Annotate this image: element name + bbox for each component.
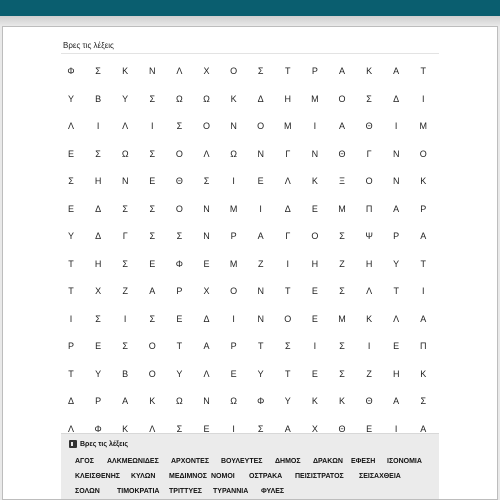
grid-letter[interactable]: Θ — [365, 121, 373, 131]
grid-letter[interactable]: Ε — [95, 341, 102, 351]
grid-letter[interactable]: Τ — [285, 66, 291, 76]
grid-letter[interactable]: Ν — [230, 121, 237, 131]
word-item: ΤΡΙΤΤΥΕΣ — [169, 488, 202, 495]
grid-letter[interactable]: Ο — [284, 313, 292, 324]
grid-letter[interactable]: Ι — [313, 341, 317, 351]
grid-letter[interactable]: Η — [311, 258, 319, 269]
grid-letter[interactable]: Δ — [393, 93, 400, 104]
grid-letter[interactable]: Ω — [230, 148, 237, 159]
word-item: ΦΥΛΕΣ — [261, 488, 285, 495]
grid-letter[interactable]: Χ — [203, 66, 210, 76]
grid-letter[interactable]: Η — [284, 93, 292, 104]
grid-letter[interactable]: Σ — [95, 313, 101, 324]
grid-letter[interactable]: Ε — [149, 258, 156, 269]
grid-letter[interactable]: Κ — [122, 423, 129, 434]
grid-letter[interactable]: Ρ — [311, 66, 318, 76]
grid-letter[interactable]: Ν — [311, 148, 319, 159]
grid-letter[interactable]: Λ — [67, 423, 74, 434]
grid-letter[interactable]: Σ — [366, 93, 372, 104]
grid-letter[interactable]: Ρ — [393, 231, 400, 241]
grid-letter[interactable]: Σ — [176, 121, 183, 131]
grid-letter[interactable]: Λ — [366, 286, 373, 296]
grid-letter[interactable]: Ι — [123, 313, 127, 324]
grid-letter[interactable]: Α — [338, 66, 345, 76]
word-item: ΒΟΥΛΕΥΤΕΣ — [221, 458, 263, 465]
grid-letter[interactable]: Α — [420, 423, 427, 434]
grid-letter[interactable]: Ι — [313, 121, 317, 131]
grid-letter[interactable]: Ν — [392, 176, 400, 186]
grid-letter[interactable]: Α — [338, 121, 345, 131]
grid-letter[interactable]: Η — [94, 176, 102, 186]
grid-letter[interactable]: Ρ — [67, 341, 74, 351]
grid-letter[interactable]: Λ — [203, 368, 210, 379]
grid-letter[interactable]: Ε — [203, 258, 210, 269]
grid-letter[interactable]: Β — [122, 368, 129, 379]
puzzle-frame — [2, 26, 498, 500]
grid-letter[interactable]: Σ — [149, 313, 156, 324]
grid-letter[interactable]: Η — [365, 258, 373, 269]
grid-letter[interactable]: Ε — [311, 368, 318, 379]
grid-letter[interactable]: Ε — [149, 176, 156, 186]
grid-letter[interactable]: Σ — [285, 341, 291, 351]
grid-letter[interactable]: Χ — [311, 423, 318, 434]
grid-letter[interactable]: Δ — [95, 231, 102, 241]
grid-letter[interactable]: Τ — [393, 286, 399, 296]
grid-letter[interactable]: Ν — [203, 231, 210, 241]
grid-letter[interactable]: Θ — [175, 176, 183, 186]
words-panel — [61, 433, 439, 500]
grid-letter[interactable]: Χ — [95, 286, 102, 296]
grid-letter[interactable]: Ο — [365, 176, 373, 186]
grid-letter[interactable]: Ε — [176, 313, 183, 324]
grid-letter[interactable]: Σ — [203, 176, 210, 186]
grid-letter[interactable]: Κ — [230, 93, 237, 104]
grid-letter[interactable]: Ι — [259, 203, 262, 214]
grid-letter[interactable]: Ι — [151, 121, 154, 131]
word-item: ΜΕΔΙΜΝΟΣ — [169, 473, 208, 480]
grid-letter[interactable]: Τ — [68, 368, 74, 379]
grid-letter[interactable]: Ο — [202, 121, 210, 131]
grid-letter[interactable]: Α — [122, 396, 129, 406]
word-item: ΑΡΧΟΝΤΕΣ — [171, 458, 210, 465]
grid-letter[interactable]: Ρ — [176, 286, 183, 296]
grid-letter[interactable]: Υ — [67, 93, 74, 104]
grid-letter[interactable]: Γ — [285, 231, 291, 241]
word-item: ΤΥΡΑΝΝΙΑ — [213, 488, 249, 495]
word-item: ΚΥΛΩΝ — [131, 473, 156, 480]
grid-letter[interactable]: Ι — [69, 313, 73, 324]
grid-letter[interactable]: Ζ — [257, 258, 264, 269]
title-divider — [61, 53, 439, 54]
grid-letter[interactable]: Σ — [257, 66, 264, 76]
grid-letter[interactable]: Γ — [285, 148, 291, 159]
grid-letter[interactable]: Υ — [393, 258, 400, 269]
grid-letter[interactable]: Α — [393, 66, 400, 76]
grid-letter[interactable]: Ε — [311, 286, 318, 296]
grid-letter[interactable]: Σ — [339, 341, 345, 351]
grid-letter[interactable]: Ν — [257, 286, 264, 296]
words-panel-heading-text: Βρες τις λέξεις — [80, 440, 129, 448]
grid-letter[interactable]: Μ — [229, 203, 238, 214]
grid-letter[interactable]: Σ — [95, 66, 101, 76]
grid-letter[interactable]: Ω — [176, 396, 183, 406]
word-item: ΑΓΟΣ — [75, 458, 94, 465]
grid-letter[interactable]: Υ — [257, 368, 264, 379]
word-item: ΙΣΟΝΟΜΙΑ — [387, 458, 422, 465]
grid-letter[interactable]: Α — [420, 231, 427, 241]
grid-letter[interactable]: Ι — [232, 176, 235, 186]
grid-letter[interactable]: Κ — [338, 396, 345, 406]
word-item: ΑΛΚΜΕΩΝΙΔΕΣ — [107, 458, 159, 465]
grid-letter[interactable]: Θ — [338, 148, 346, 159]
grid-letter[interactable]: Ω — [203, 93, 210, 104]
grid-letter[interactable]: Μ — [229, 258, 238, 269]
grid-letter[interactable]: Π — [365, 203, 373, 214]
grid-letter[interactable]: Τ — [68, 286, 74, 296]
grid-letter[interactable]: Σ — [339, 231, 345, 241]
grid-letter[interactable]: Μ — [338, 313, 346, 324]
grid-letter[interactable]: Ι — [232, 313, 235, 324]
grid-letter[interactable]: Τ — [257, 341, 264, 351]
grid-letter[interactable]: Ρ — [95, 396, 102, 406]
grid-letter[interactable]: Σ — [122, 258, 128, 269]
grid-letter[interactable]: Λ — [122, 121, 129, 131]
grid-letter[interactable]: Σ — [339, 368, 345, 379]
grid-letter[interactable]: Σ — [149, 93, 156, 104]
grid-letter[interactable]: Σ — [149, 148, 156, 159]
grid-letter[interactable]: Ε — [311, 313, 318, 324]
grid-letter[interactable]: Ε — [67, 203, 74, 214]
word-item: ΔΗΜΟΣ — [275, 458, 301, 465]
grid-letter[interactable]: Β — [95, 93, 102, 104]
grid-letter[interactable]: Δ — [203, 313, 210, 324]
grid-letter[interactable]: Σ — [149, 203, 156, 214]
grid-letter[interactable]: Δ — [67, 396, 74, 406]
grid-letter[interactable]: Ω — [230, 396, 237, 406]
grid-letter[interactable]: Α — [420, 313, 427, 324]
grid-letter[interactable]: Λ — [203, 148, 210, 159]
grid-letter[interactable]: Ρ — [420, 203, 427, 214]
grid-letter[interactable]: Μ — [284, 121, 292, 131]
grid-letter[interactable]: Ι — [394, 121, 398, 131]
grid-letter[interactable]: Σ — [149, 231, 156, 241]
grid-letter[interactable]: Σ — [339, 286, 345, 296]
book-icon — [69, 440, 77, 448]
grid-letter[interactable]: Ο — [419, 148, 427, 159]
grid-letter[interactable]: Κ — [149, 396, 156, 406]
grid-letter[interactable]: Θ — [365, 396, 373, 406]
grid-letter[interactable]: Σ — [257, 423, 264, 434]
word-item: ΔΡΑΚΩΝ — [313, 458, 343, 465]
grid-letter[interactable]: Π — [420, 341, 427, 351]
grid-letter[interactable]: Κ — [311, 396, 318, 406]
grid-letter[interactable]: Λ — [393, 313, 400, 324]
grid-letter[interactable]: Μ — [338, 203, 346, 214]
grid-letter[interactable]: Ξ — [339, 176, 345, 186]
grid-letter[interactable]: Δ — [284, 203, 291, 214]
grid-letter[interactable]: Ω — [176, 93, 183, 104]
grid-letter[interactable]: Λ — [149, 423, 156, 434]
grid-letter[interactable]: Α — [203, 341, 210, 351]
grid-letter[interactable]: Ν — [121, 176, 129, 186]
grid-letter[interactable]: Ζ — [122, 286, 128, 296]
grid-letter[interactable]: Ο — [257, 121, 265, 131]
grid-letter[interactable]: Τ — [420, 66, 427, 76]
grid-letter[interactable]: Ο — [148, 341, 156, 351]
grid-letter[interactable]: Ι — [394, 423, 398, 434]
grid-letter[interactable]: Ο — [311, 231, 319, 241]
grid-letter[interactable]: Ι — [96, 121, 100, 131]
grid-letter[interactable]: Μ — [419, 121, 428, 131]
grid-letter[interactable]: Λ — [67, 121, 74, 131]
word-item: ΣΟΛΩΝ — [75, 488, 100, 495]
grid-letter[interactable]: Ε — [257, 176, 264, 186]
grid-letter[interactable]: Ν — [392, 148, 400, 159]
grid-letter[interactable]: Ε — [393, 341, 400, 351]
grid-letter[interactable]: Η — [392, 368, 400, 379]
grid-letter[interactable]: Μ — [311, 93, 319, 104]
word-item: ΠΕΙΣΙΣΤΡΑΤΟΣ — [295, 473, 344, 480]
grid-letter[interactable]: Ν — [149, 66, 156, 76]
grid-letter[interactable]: Δ — [95, 203, 102, 214]
grid-letter[interactable]: Ι — [232, 423, 235, 434]
grid-letter[interactable]: Υ — [122, 93, 129, 104]
grid-letter[interactable]: Ι — [422, 286, 425, 296]
grid-letter[interactable]: Α — [257, 231, 264, 241]
grid-letter[interactable]: Ν — [203, 396, 210, 406]
grid-letter[interactable]: Σ — [420, 396, 427, 406]
grid-letter[interactable]: Κ — [122, 66, 129, 76]
word-item: ΤΙΜΟΚΡΑΤΙΑ — [117, 488, 160, 495]
grid-letter[interactable]: Ι — [422, 93, 425, 104]
grid-letter[interactable]: Σ — [176, 231, 183, 241]
grid-letter[interactable]: Υ — [284, 396, 291, 406]
top-bar-shadow — [0, 16, 500, 26]
grid-letter[interactable]: Κ — [311, 176, 318, 186]
grid-letter[interactable]: Ν — [203, 203, 210, 214]
grid-letter[interactable]: Τ — [420, 258, 427, 269]
grid-letter[interactable]: Φ — [175, 258, 183, 269]
grid-letter[interactable]: Ν — [257, 148, 264, 159]
grid-letter[interactable]: Ζ — [339, 258, 345, 269]
grid-letter[interactable]: Ο — [175, 148, 183, 159]
grid-letter[interactable]: Α — [149, 286, 156, 296]
grid-letter[interactable]: Ι — [286, 258, 290, 269]
grid-letter[interactable]: Τ — [285, 368, 291, 379]
words-panel-heading — [69, 440, 128, 448]
grid-letter[interactable]: Ο — [230, 66, 238, 76]
grid-letter[interactable]: Υ — [67, 231, 74, 241]
grid-letter[interactable]: Τ — [285, 286, 291, 296]
grid-letter[interactable]: Α — [284, 423, 291, 434]
grid-letter[interactable]: Ε — [67, 148, 74, 159]
grid-letter[interactable]: Ρ — [230, 231, 237, 241]
word-item: ΕΦΕΣΗ — [351, 458, 376, 465]
grid-letter[interactable]: Θ — [338, 423, 346, 434]
word-item: ΝΟΜΟΙ — [211, 473, 235, 480]
grid-letter[interactable]: Φ — [94, 423, 102, 434]
grid-letter[interactable]: Ο — [175, 203, 183, 214]
grid-letter[interactable]: Φ — [257, 396, 265, 406]
grid-letter[interactable]: Ε — [311, 203, 318, 214]
word-item: ΚΛΕΙΣΘΕΝΗΣ — [75, 473, 120, 480]
grid-letter[interactable]: Σ — [68, 176, 74, 186]
grid-letter[interactable]: Ο — [338, 93, 346, 104]
grid-letter[interactable]: Τ — [176, 341, 183, 351]
grid-letter[interactable]: Κ — [420, 176, 427, 186]
puzzle-title: Βρες τις λέξεις — [63, 41, 114, 50]
grid-letter[interactable]: Δ — [257, 93, 264, 104]
grid-letter[interactable]: Φ — [67, 66, 75, 76]
grid-letter[interactable]: Σ — [176, 423, 183, 434]
grid-letter[interactable]: Ο — [148, 368, 156, 379]
grid-letter[interactable]: Λ — [176, 66, 183, 76]
grid-letter[interactable]: Σ — [95, 148, 101, 159]
grid-letter[interactable]: Γ — [122, 231, 128, 241]
grid-letter[interactable]: Ε — [230, 368, 237, 379]
grid-letter[interactable]: Υ — [95, 368, 102, 379]
grid-letter[interactable]: Α — [393, 203, 400, 214]
grid-letter[interactable]: Σ — [122, 203, 128, 214]
grid-letter[interactable]: Ν — [257, 313, 264, 324]
grid-letter[interactable]: Ρ — [230, 341, 237, 351]
grid-letter[interactable]: Χ — [203, 286, 210, 296]
grid-letter[interactable]: Λ — [284, 176, 291, 186]
grid-letter[interactable]: Ε — [366, 423, 373, 434]
grid-letter[interactable]: Η — [94, 258, 102, 269]
grid-letter[interactable]: Ζ — [366, 368, 372, 379]
grid-letter[interactable]: Ι — [367, 341, 371, 351]
grid-letter[interactable]: Υ — [176, 368, 183, 379]
grid-letter[interactable]: Γ — [366, 148, 372, 159]
grid-letter[interactable]: Α — [393, 396, 400, 406]
grid-letter[interactable]: Κ — [366, 313, 373, 324]
grid-letter[interactable]: Ο — [230, 286, 238, 296]
word-item: ΟΣΤΡΑΚΑ — [249, 473, 283, 480]
top-app-bar — [0, 0, 500, 16]
grid-letter[interactable]: Τ — [68, 258, 74, 269]
grid-letter[interactable]: Ε — [203, 423, 210, 434]
grid-letter[interactable]: Σ — [122, 341, 128, 351]
grid-letter[interactable]: Ω — [121, 148, 129, 159]
word-item: ΣΕΙΣΑΧΘΕΙΑ — [359, 473, 401, 480]
grid-letter[interactable]: Ψ — [365, 231, 373, 241]
grid-letter[interactable]: Κ — [366, 66, 373, 76]
grid-letter[interactable]: Κ — [420, 368, 427, 379]
